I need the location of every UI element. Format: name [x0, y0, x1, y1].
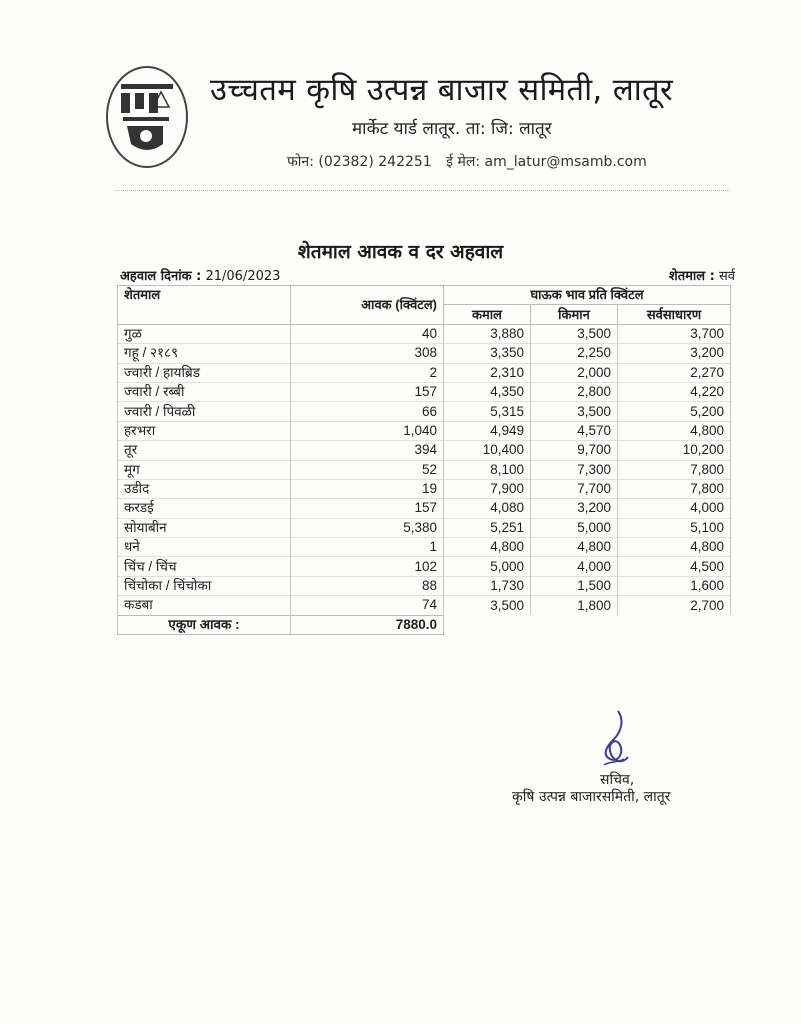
table-row: [118, 363, 731, 382]
commodity-cell: कडबा: [118, 596, 291, 615]
min-price-cell: 2,800: [531, 382, 618, 401]
report-date-label: अहवाल दिनांक :: [120, 269, 202, 284]
max-price-cell: 4,350: [444, 382, 531, 401]
modal-price-cell: 10,200: [618, 441, 731, 460]
arrival-cell: 88: [291, 576, 444, 595]
modal-price-cell: 3,200: [618, 344, 731, 363]
commodity-cell: चिंचोका / चिंचोका: [118, 576, 291, 595]
min-price-cell: 2,000: [531, 363, 618, 382]
table-header-row: [118, 286, 731, 305]
min-price-cell: 3,500: [531, 324, 618, 343]
arrival-cell: 40: [291, 324, 444, 343]
commodity-cell: धने: [118, 538, 291, 557]
max-price-cell: 8,100: [444, 460, 531, 479]
commodity-cell: सोयाबीन: [118, 518, 291, 537]
commodity-filter: [669, 266, 735, 284]
min-price-cell: 5,000: [531, 518, 618, 537]
arrival-cell: 1: [291, 538, 444, 557]
modal-price-cell: 4,000: [618, 499, 731, 518]
total-blank: [444, 615, 731, 634]
total-row: [118, 615, 731, 634]
email-address: ई मेल: am_latur@msamb.com: [446, 154, 647, 170]
commodity-cell: चिंच / चिंच: [118, 557, 291, 576]
modal-price-cell: 3,700: [618, 324, 731, 343]
commodity-cell: गहू / २१८९: [118, 344, 291, 363]
commodity-cell: हरभरा: [118, 421, 291, 440]
modal-price-cell: 4,800: [618, 421, 731, 440]
max-price-cell: 3,880: [444, 324, 531, 343]
arrival-cell: 19: [291, 479, 444, 498]
commodity-cell: उडीद: [118, 479, 291, 498]
col-header-modal: सर्वसाधारण: [618, 305, 731, 324]
table-body: [118, 324, 731, 615]
report-title: शेतमाल आवक व दर अहवाल: [297, 241, 504, 263]
apmc-logo: [103, 62, 191, 172]
max-price-cell: 3,350: [444, 344, 531, 363]
arrival-cell: 157: [291, 382, 444, 401]
arrival-cell: 157: [291, 499, 444, 518]
commodity-cell: गुळ: [118, 324, 291, 343]
max-price-cell: 4,800: [444, 538, 531, 557]
table-row: [118, 382, 731, 401]
modal-price-cell: 1,600: [618, 576, 731, 595]
max-price-cell: 5,251: [444, 518, 531, 537]
min-price-cell: 7,700: [531, 479, 618, 498]
arrival-cell: 74: [291, 596, 444, 615]
commodity-cell: ज्वारी / रब्बी: [118, 382, 291, 401]
min-price-cell: 4,800: [531, 538, 618, 557]
commodity-filter-value: सर्व: [718, 269, 735, 284]
modal-price-cell: 4,500: [618, 557, 731, 576]
min-price-cell: 3,500: [531, 402, 618, 421]
arrival-cell: 2: [291, 363, 444, 382]
max-price-cell: 1,730: [444, 576, 531, 595]
table-row: [118, 421, 731, 440]
col-header-price-group: घाऊक भाव प्रति क्विंटल: [444, 286, 731, 305]
min-price-cell: 4,000: [531, 557, 618, 576]
modal-price-cell: 2,700: [618, 596, 731, 615]
arrival-cell: 394: [291, 441, 444, 460]
arrival-cell: 102: [291, 557, 444, 576]
col-header-min: किमान: [531, 305, 618, 324]
table-row: [118, 460, 731, 479]
modal-price-cell: 4,800: [618, 538, 731, 557]
signatory-title: सचिव,: [600, 772, 635, 788]
table-row: [118, 441, 731, 460]
modal-price-cell: 4,220: [618, 382, 731, 401]
max-price-cell: 5,000: [444, 557, 531, 576]
report-date-value: 21/06/2023: [205, 269, 281, 284]
modal-price-cell: 2,270: [618, 363, 731, 382]
table-row: [118, 596, 731, 615]
modal-price-cell: 5,200: [618, 402, 731, 421]
table-row: [118, 479, 731, 498]
contact-line: [287, 152, 657, 171]
arrival-cell: 66: [291, 402, 444, 421]
min-price-cell: 3,200: [531, 499, 618, 518]
col-header-commodity: शेतमाल: [118, 286, 291, 325]
commodity-cell: मूग: [118, 460, 291, 479]
min-price-cell: 1,800: [531, 596, 618, 615]
table-row: [118, 538, 731, 557]
header-divider: [115, 190, 730, 191]
rates-table: [117, 285, 731, 635]
commodity-cell: ज्वारी / पिवळी: [118, 402, 291, 421]
arrival-cell: 5,380: [291, 518, 444, 537]
max-price-cell: 4,080: [444, 499, 531, 518]
max-price-cell: 5,315: [444, 402, 531, 421]
arrival-cell: 308: [291, 344, 444, 363]
table-row: [118, 518, 731, 537]
min-price-cell: 9,700: [531, 441, 618, 460]
total-value: 7880.0: [291, 615, 444, 634]
commodity-filter-label: शेतमाल :: [668, 269, 715, 284]
min-price-cell: 7,300: [531, 460, 618, 479]
min-price-cell: 1,500: [531, 576, 618, 595]
table-row: [118, 324, 731, 343]
organization-name: उच्चतम कृषि उत्पन्न बाजार समिती, लातूर: [210, 72, 674, 108]
modal-price-cell: 7,800: [618, 479, 731, 498]
max-price-cell: 3,500: [444, 596, 531, 615]
min-price-cell: 4,570: [531, 421, 618, 440]
col-header-max: कमाल: [444, 305, 531, 324]
commodity-cell: तूर: [118, 441, 291, 460]
arrival-cell: 1,040: [291, 421, 444, 440]
commodity-cell: ज्वारी / हायब्रिड: [118, 363, 291, 382]
table-row: [118, 402, 731, 421]
col-header-arrival: आवक (क्विंटल): [291, 286, 444, 325]
table-row: [118, 344, 731, 363]
report-date: [120, 266, 280, 284]
table-row: [118, 499, 731, 518]
max-price-cell: 2,310: [444, 363, 531, 382]
table-row: [118, 576, 731, 595]
table-row: [118, 557, 731, 576]
organization-address: मार्केट यार्ड लातूर. ता: जि: लातूर: [352, 119, 552, 139]
commodity-cell: करडई: [118, 499, 291, 518]
phone-number: फोन: (02382) 242251: [287, 154, 432, 170]
max-price-cell: 4,949: [444, 421, 531, 440]
min-price-cell: 2,250: [531, 344, 618, 363]
total-label: एकूण आवक :: [118, 615, 291, 634]
modal-price-cell: 7,800: [618, 460, 731, 479]
signatory-organization: कृषि उत्पन्न बाजारसमिती, लातूर: [512, 789, 671, 805]
modal-price-cell: 5,100: [618, 518, 731, 537]
max-price-cell: 10,400: [444, 441, 531, 460]
arrival-cell: 52: [291, 460, 444, 479]
max-price-cell: 7,900: [444, 479, 531, 498]
